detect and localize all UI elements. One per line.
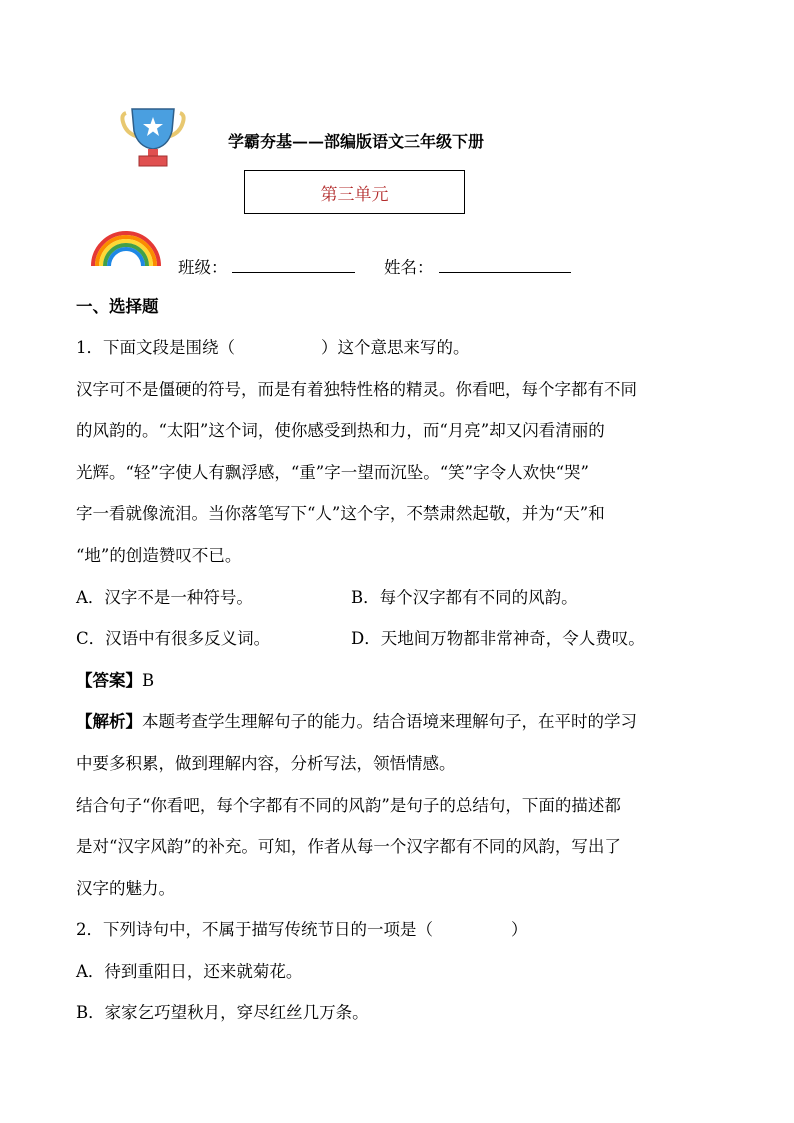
analysis-line: 结合句子“你看吧，每个字都有不同的风韵”是句子的总结句，下面的描述都 <box>76 796 621 815</box>
option-a: A．待到重阳日，还来就菊花。 <box>76 962 303 981</box>
passage-line: 字一看就像流泪。当你落笔写下“人”这个字，不禁肃然起敬，并为“天”和 <box>76 504 605 523</box>
answer-line <box>76 671 154 691</box>
question-1-stem-end: ）这个意思来写的。 <box>321 338 470 357</box>
analysis-line: 中要多积累，做到理解内容，分析写法，领悟情感。 <box>76 754 456 773</box>
class-field[interactable] <box>232 272 355 273</box>
analysis-line <box>76 712 637 732</box>
class-label: 班级： <box>178 258 228 277</box>
option-a: A．汉字不是一种符号。 <box>76 588 253 607</box>
option-b: B．每个汉字都有不同的风韵。 <box>351 588 578 607</box>
unit-label: 第三单元 <box>320 184 389 205</box>
question-2-stem <box>76 920 528 940</box>
question-2-stem-start: 2．下列诗句中，不属于描写传统节日的一项是（ <box>76 920 433 939</box>
unit-box <box>244 170 465 214</box>
name-label: 姓名： <box>384 258 434 277</box>
trophy-icon <box>118 103 188 169</box>
question-2-stem-end: ） <box>511 920 528 939</box>
passage-line: 的风韵的。“太阳”这个词，使你感受到热和力，而“月亮”却又闪看清丽的 <box>76 421 605 440</box>
option-d: D．天地间万物都非常神奇，令人费叹。 <box>351 629 645 648</box>
analysis-line: 汉字的魅力。 <box>76 879 175 898</box>
analysis-tag: 【解析】 <box>76 712 142 731</box>
passage-line: 光辉。“轻”字使人有飘浮感，“重”字一望而沉坠。“笑”字令人欢快“哭” <box>76 463 589 482</box>
document-title: 学霸夯基——部编版语文三年级下册 <box>228 132 485 151</box>
rainbow-icon <box>89 226 163 268</box>
answer-value: B <box>142 671 155 690</box>
analysis-text: 本题考查学生理解句子的能力。结合语境来理解句子，在平时的学习 <box>142 712 637 731</box>
option-b: B．家家乞巧望秋月，穿尽红丝几万条。 <box>76 1003 369 1022</box>
analysis-line: 是对“汉字风韵”的补充。可知，作者从每一个汉字都有不同的风韵，写出了 <box>76 837 621 856</box>
passage-line: “地”的创造赞叹不已。 <box>76 546 242 565</box>
section-heading: 一、选择题 <box>76 297 159 316</box>
passage-line: 汉字可不是僵硬的符号，而是有着独特性格的精灵。你看吧，每个字都有不同 <box>76 380 637 399</box>
option-c: C．汉语中有很多反义词。 <box>76 629 271 648</box>
answer-tag: 【答案】 <box>76 671 142 690</box>
name-field[interactable] <box>439 272 571 273</box>
question-1-stem <box>76 338 470 358</box>
question-1-stem-start: 1．下面文段是围绕（ <box>76 338 235 357</box>
